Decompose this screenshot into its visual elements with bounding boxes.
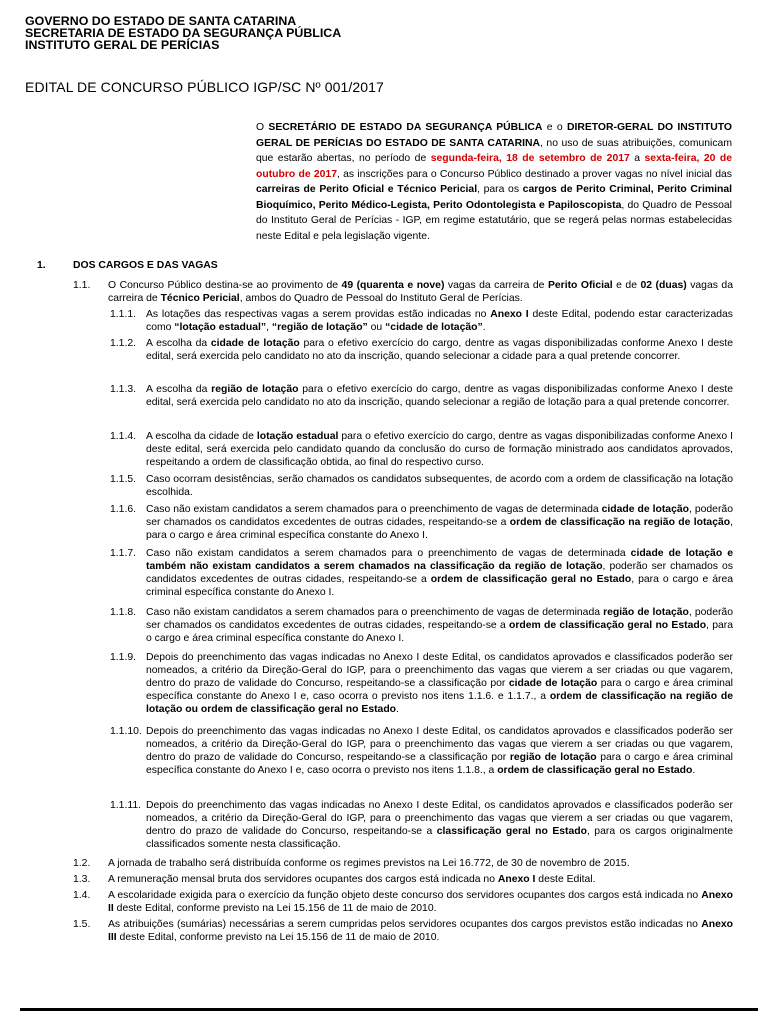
clause-1-5	[73, 919, 733, 945]
clause-1-1-4	[110, 431, 733, 470]
clause-text: Caso não existam candidatos a serem chamados para o preenchimento de vagas de determinada cidade de lotação, poderão ser chamados os candidatos excedentes de outras cidades, respeitando-se a ordem de classificação na região de lotação, para o cargo e área criminal específica constante do Anexo I.	[146, 504, 733, 541]
document-header	[25, 15, 725, 51]
end-date: sexta-feira, 20 de outubro de 2017	[256, 153, 733, 180]
clause-1-1	[73, 280, 733, 306]
clause-number: 1.1.1.	[110, 309, 136, 320]
section-heading	[37, 260, 218, 271]
clause-text: Caso não existam candidatos a serem chamados para o preenchimento de vagas de determinada cidade de lotação e também não existam candidatos a serem chamados na classificação da região de lotação, poderão ser chamados os candidatos excedentes de outras cidades, respeitando-se a ordem de classificação geral no Estado, para o cargo e área criminal específica constante do Anexo I.	[146, 548, 734, 598]
clause-text: A jornada de trabalho será distribuída conforme os regimes previstos na Lei 16.772, de 30 de novembro de 2015.	[108, 858, 630, 869]
clause-text: Depois do preenchimento das vagas indicadas no Anexo I deste Edital, os candidatos aprovados e classificados poderão ser nomeados, a critério da Direção-Geral do IGP, para o preenchimento das vagas que vierem a ser criadas ou que vagarem, dentro do prazo de validade do Concurso, respeitando-se a classificação por cidade de lotação para o cargo e área criminal específica constante do Anexo I e, caso ocorra o previsto nos itens 1.1.6. e 1.1.7., a ordem de classificação na região de lotação ou ordem de classificação geral no Estado.	[146, 652, 733, 715]
header-government: GOVERNO DO ESTADO DE SANTA CATARINA	[25, 14, 297, 28]
clause-1-1-6	[110, 504, 733, 543]
clause-number: 1.1.6.	[110, 504, 136, 515]
intro-paragraph: O SECRETÁRIO DE ESTADO DA SEGURANÇA PÚBLICA e o DIRETOR-GERAL DO INSTITUTO GERAL DE PERÍCIAS DO ESTADO DE SANTA CATARINA, no uso de suas atribuições, comunicam que estarão abertas, no período de segunda-feira, 18 de setembro de 2017 a sexta-feira, 20 de outubro de 2017, as inscrições para o Concurso Público destinado a prover vagas no nível inicial das carreiras de Perito Oficial e Técnico Pericial, para os cargos de Perito Criminal, Perito Criminal Bioquímico, Perito Médico-Legista, Perito Odontolegista e Papiloscopista, do Quadro de Pessoal do Instituto Geral de Perícias - IGP, em regime estatutário, que se regerá pelas normas estabelecidas neste Edital e pela legislação vigente.	[256, 122, 733, 242]
clause-text: A escolha da cidade de lotação para o efetivo exercício do cargo, dentre as vagas disponibilizadas conforme Anexo I deste edital, será exercida pelo candidato no ato da inscrição, quando selecionar a cidade para a qual pretende concorrer.	[146, 338, 734, 362]
clause-number: 1.1.4.	[110, 431, 136, 442]
clause-text: Caso não existam candidatos a serem chamados para o preenchimento de vagas de determinada região de lotação, poderão ser chamados os candidatos excedentes de outras cidades, respeitando-se a ordem de classificação geral no Estado, para o cargo e área criminal específica constante do Anexo I.	[146, 607, 733, 644]
clause-1-4	[73, 890, 733, 916]
clause-1-1-1	[110, 309, 733, 335]
clause-1-1-11	[110, 800, 733, 852]
clause-1-1-5	[110, 474, 733, 500]
clause-1-2	[73, 858, 733, 871]
clause-number: 1.1.7.	[110, 548, 136, 559]
clause-number: 1.1.8.	[110, 607, 136, 618]
clause-number: 1.1.	[73, 280, 91, 291]
clause-text: O Concurso Público destina-se ao provimento de 49 (quarenta e nove) vagas da carreira de Perito Oficial e de 02 (duas) vagas da carreira de Técnico Pericial, ambos do Quadro de Pessoal do Instituto Geral de Perícias.	[108, 280, 733, 304]
section-title: DOS CARGOS E DAS VAGAS	[73, 260, 218, 271]
clause-number: 1.2.	[73, 858, 91, 869]
clause-number: 1.1.10.	[110, 726, 142, 737]
clause-number: 1.4.	[73, 890, 91, 901]
clause-number: 1.3.	[73, 874, 91, 885]
header-secretariat: SECRETARIA DE ESTADO DA SEGURANÇA PÚBLICA	[25, 26, 342, 40]
clause-number: 1.1.5.	[110, 474, 136, 485]
clause-number: 1.5.	[73, 919, 91, 930]
clause-text: Depois do preenchimento das vagas indicadas no Anexo I deste Edital, os candidatos aprovados e classificados poderão ser nomeados, a critério da Direção-Geral do IGP, para o preenchimento das vagas que vierem a ser criadas ou que vagarem, dentro do prazo de validade do Concurso, respeitando-se a classificação por região de lotação para o cargo e área criminal específica constante do Anexo I e, caso ocorra o previsto nos itens 1.1.8., a ordem de classificação geral no Estado.	[146, 726, 733, 776]
header-institute: INSTITUTO GERAL DE PERÍCIAS	[25, 38, 220, 52]
clause-text: As atribuições (sumárias) necessárias a serem cumpridas pelos servidores ocupantes dos cargos previstos estão indicadas no Anexo III deste Edital, conforme previsto na Lei 15.156 de 11 de maio de 2010.	[108, 919, 733, 943]
clause-text: Caso ocorram desistências, serão chamados os candidatos subsequentes, de acordo com a ordem de classificação na lotação escolhida.	[146, 474, 733, 498]
clause-1-1-8	[110, 607, 733, 646]
clause-number: 1.1.3.	[110, 384, 136, 395]
clause-number: 1.1.11.	[110, 800, 142, 811]
clause-text: A remuneração mensal bruta dos servidores ocupantes dos cargos está indicada no Anexo I deste Edital.	[108, 874, 596, 885]
clause-1-3	[73, 874, 733, 887]
clause-text: A escolha da região de lotação para o efetivo exercício do cargo, dentre as vagas disponibilizadas conforme Anexo I deste edital, será exercida pelo candidato no ato da inscrição, quando selecionar a região de lotação para a qual pretende concorrer.	[146, 384, 733, 408]
start-date: segunda-feira, 18 de setembro de 2017	[430, 153, 630, 164]
clause-number: 1.1.2.	[110, 338, 136, 349]
clause-text: A escolha da cidade de lotação estadual para o efetivo exercício do cargo, dentre as vagas disponibilizadas conforme Anexo I deste edital, será exercida pelo candidato quando da conclusão do curso de formação ministrado aos candidatos aprovados, respeitando a ordem de classificação obtida, ao final do respectivo curso.	[146, 431, 734, 468]
clause-text: Depois do preenchimento das vagas indicadas no Anexo I deste Edital, os candidatos aprovados e classificados poderão ser nomeados, a critério da Direção-Geral do IGP, para o preenchimento das vagas que vierem a ser criadas ou que vagarem, dentro do prazo de validade do Concurso, respeitando-se a classificação geral no Estado, para os cargos originalmente classificados somente nesta classificação.	[146, 800, 733, 850]
clause-text: As lotações das respectivas vagas a serem providas estão indicadas no Anexo I deste Edital, podendo estar caracterizadas como “lotação estadual”, “região de lotação” ou “cidade de lotação”.	[146, 309, 734, 333]
clause-1-1-10	[110, 726, 733, 778]
clause-1-1-7	[110, 548, 733, 600]
section-number: 1.	[37, 260, 46, 271]
clause-1-1-3	[110, 384, 733, 410]
clause-1-1-2	[110, 338, 733, 364]
clause-number: 1.1.9.	[110, 652, 136, 663]
clause-text: A escolaridade exigida para o exercício da função objeto deste concurso dos servidores ocupantes dos cargos está indicada no Anexo II deste Edital, conforme previsto na Lei 15.156 de 11 de maio de 2010.	[108, 890, 733, 914]
clause-1-1-9	[110, 652, 733, 717]
edital-title: EDITAL DE CONCURSO PÚBLICO IGP/SC Nº 001/2017	[25, 79, 384, 95]
page-bottom-rule	[20, 1008, 758, 1011]
